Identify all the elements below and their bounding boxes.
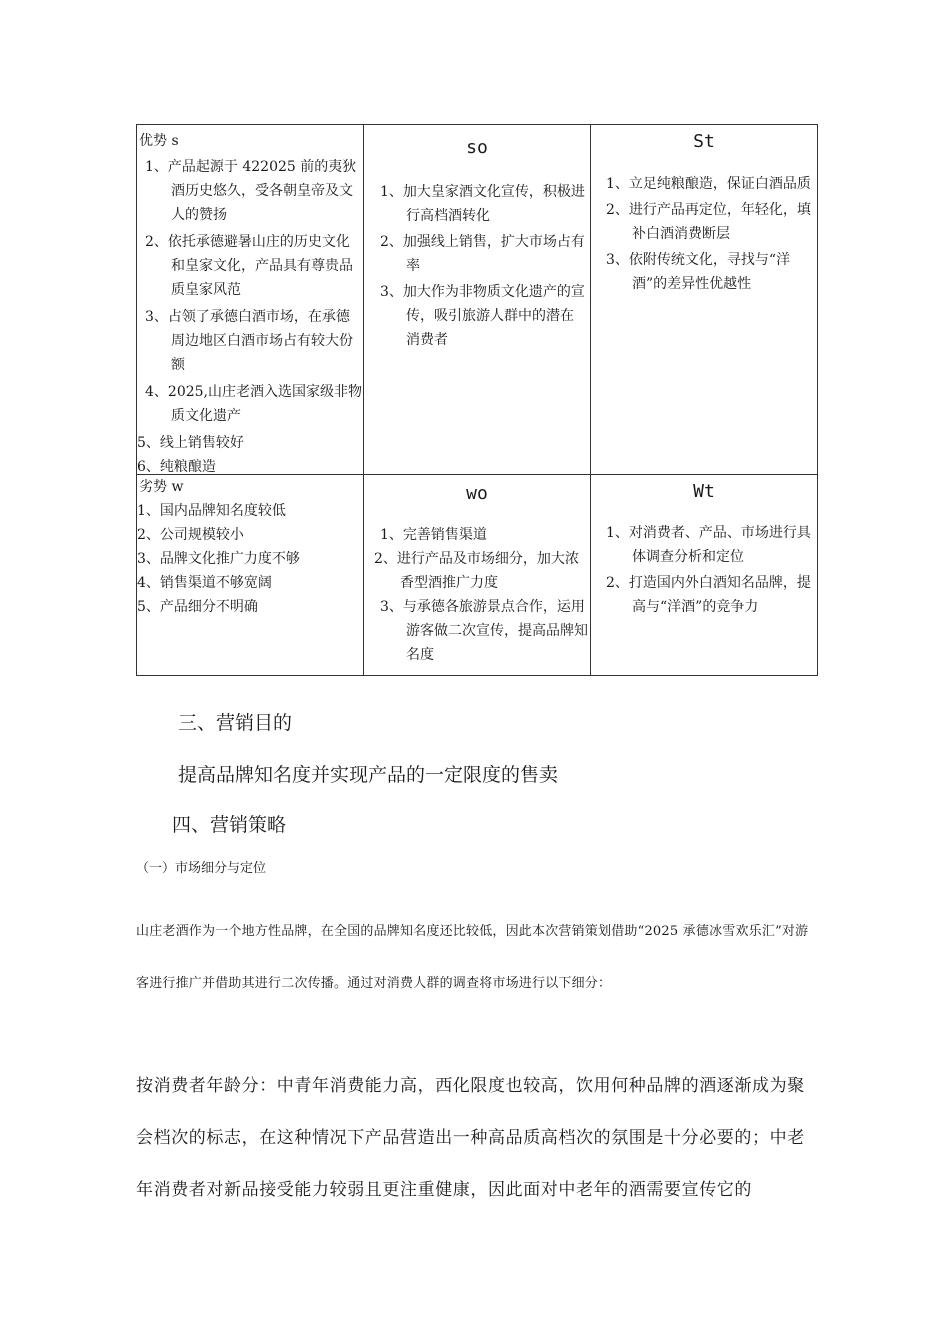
weakness-item: 5、产品细分不明确 (137, 599, 258, 615)
section3-text: 提高品牌知名度并实现产品的一定限度的售卖 (178, 764, 559, 786)
swot-table (136, 124, 818, 676)
section4-title: 四、营销策略 (172, 814, 287, 836)
weakness-item: 2、公司规模较小 (137, 527, 244, 543)
weaknesses-cell (137, 475, 364, 676)
paragraph-intro: 山庄老酒作为一个地方性品牌，在全国的品牌知名度还比较低，因此本次营销策划借助“2025 承德冰雪欢乐汇”对游客进行推广并借助其进行二次传播。通过对消费人群的调查将市场进行以下细分： (136, 924, 809, 991)
so-header: so (466, 137, 488, 158)
wo-item: 1、完善销售渠道 (380, 527, 487, 543)
section3-title: 三、营销目的 (178, 712, 293, 734)
st-item: 1、立足纯粮酿造，保证白酒品质 (606, 176, 811, 192)
so-item: 3、加大作为非物质文化遗产的宣传，吸引旅游人群中的潜在消费者 (380, 284, 585, 348)
wo-cell (364, 475, 591, 676)
strengths-header: 优势 s (139, 133, 179, 149)
paragraph-age-segmentation: 按消费者年龄分：中青年消费能力高，西化限度也较高，饮用何种品牌的酒逐渐成为聚会档次的标志，在这种情况下产品营造出一种高品质高档次的氛围是十分必要的；中老年消费者对新品接受能力较弱且更注重健康，因此面对中老年的酒需要宣传它的 (136, 1076, 805, 1200)
wt-item: 2、打造国内外白酒知名品牌，提高与“洋酒”的竞争力 (606, 575, 811, 615)
subsection-title: （一）市场细分与定位 (136, 861, 267, 876)
wt-cell (591, 475, 818, 676)
wo-item: 2、进行产品及市场细分，加大浓香型酒推广力度 (374, 551, 579, 591)
strength-item: 3、占领了承德白酒市场，在承德周边地区白酒市场占有较大份额 (145, 309, 353, 373)
wt-header: Wt (693, 481, 715, 502)
st-header: St (693, 131, 715, 152)
weakness-item: 3、品牌文化推广力度不够 (137, 551, 300, 567)
wo-header: wo (466, 483, 488, 504)
wo-item: 3、与承德各旅游景点合作，运用游客做二次宣传，提高品牌知名度 (380, 599, 588, 663)
weakness-item: 1、国内品牌知名度较低 (137, 503, 286, 519)
st-item: 2、进行产品再定位，年轻化，填补白酒消费断层 (606, 202, 811, 242)
st-cell (591, 125, 818, 475)
so-item: 1、加大皇家酒文化宣传，积极进行高档酒转化 (380, 184, 585, 224)
st-item: 3、依附传统文化，寻找与“洋酒”的差异性优越性 (606, 252, 791, 292)
weakness-item: 4、销售渠道不够宽阔 (137, 575, 272, 591)
strength-item: 4、2025,山庄老酒入选国家级非物质文化遗产 (145, 384, 362, 424)
wt-item: 1、对消费者、产品、市场进行具体调查分析和定位 (606, 525, 811, 565)
strength-item: 2、依托承德避暑山庄的历史文化和皇家文化，产品具有尊贵品质皇家风范 (145, 234, 353, 298)
so-cell (364, 125, 591, 475)
strength-item: 1、产品起源于 422025 前的夷狄酒历史悠久，受各朝皇帝及文人的赞扬 (145, 159, 357, 223)
strength-item: 5、线上销售较好 (137, 435, 244, 451)
so-item: 2、加强线上销售，扩大市场占有率 (380, 234, 585, 274)
strengths-cell (137, 125, 364, 475)
weaknesses-header: 劣势 w (139, 479, 184, 495)
strength-item: 6、纯粮酿造 (137, 459, 216, 474)
